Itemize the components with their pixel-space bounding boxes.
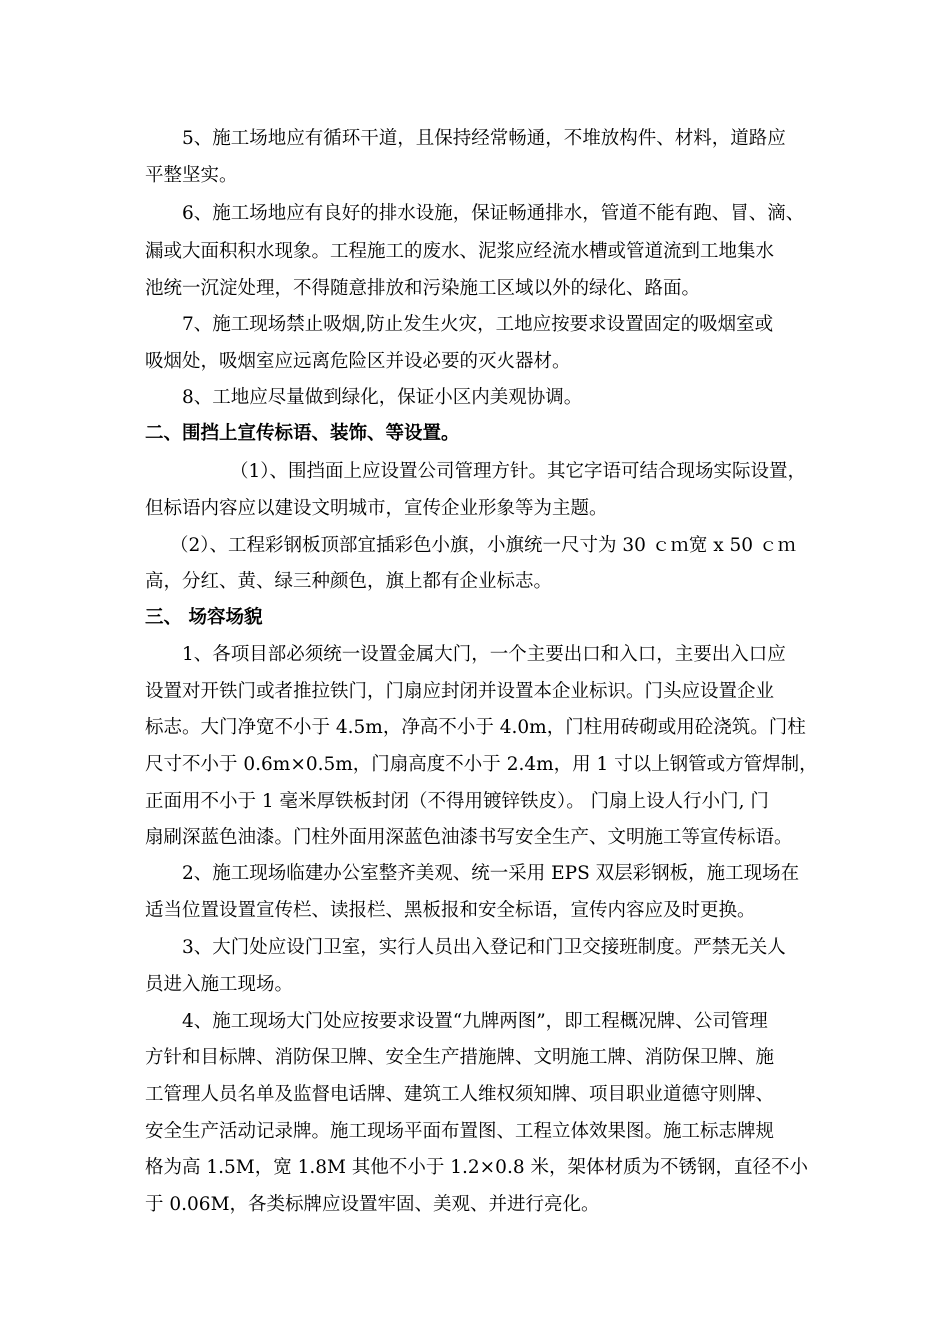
section-heading: 二、围挡上宣传标语、装饰、等设置。 bbox=[145, 423, 460, 444]
paragraph-line: 吸烟处，吸烟室应远离危险区并设必要的灭火器材。 bbox=[145, 351, 571, 372]
paragraph-line: 3、大门处应设门卫室，实行人员出入登记和门卫交接班制度。严禁无关人 bbox=[182, 937, 786, 958]
paragraph-line: 漏或大面积积水现象。工程施工的废水、泥浆应经流水槽或管道流到工地集水 bbox=[145, 241, 775, 262]
paragraph-line: 设置对开铁门或者推拉铁门，门扇应封闭并设置本企业标识。门头应设置企业 bbox=[145, 681, 775, 702]
paragraph-line: 正面用不小于 1 毫米厚铁板封闭（不得用镀锌铁皮）。 门扇上设人行小门, 门 bbox=[145, 791, 769, 812]
paragraph-line: 2、施工现场临建办公室整齐美观、统一采用 EPS 双层彩钢板，施工现场在 bbox=[182, 863, 800, 884]
paragraph-line: 员进入施工现场。 bbox=[145, 974, 294, 995]
paragraph-line: 平整坚实。 bbox=[145, 165, 238, 186]
paragraph-line: 方针和目标牌、消防保卫牌、安全生产措施牌、文明施工牌、消防保卫牌、施 bbox=[145, 1047, 775, 1068]
paragraph-line: 8、工地应尽量做到绿化，保证小区内美观协调。 bbox=[182, 387, 583, 408]
paragraph-line: 7、施工现场禁止吸烟,防止发生火灾，工地应按要求设置固定的吸烟室或 bbox=[182, 314, 774, 335]
paragraph-line: 标志。大门净宽不小于 4.5m，净高不小于 4.0m，门柱用砖砌或用砼浇筑。门柱 bbox=[145, 717, 806, 738]
paragraph-line: 适当位置设置宣传栏、读报栏、黑板报和安全标语，宣传内容应及时更换。 bbox=[145, 900, 756, 921]
paragraph-line: （2）、工程彩钢板顶部宜插彩色小旗，小旗统一尺寸为 30 ｃｍ宽 x 50 ｃｍ bbox=[170, 535, 796, 556]
paragraph-line: 于 0.06M，各类标牌应设置牢固、美观、并进行亮化。 bbox=[145, 1194, 600, 1215]
paragraph-line: 但标语内容应以建设文明城市，宣传企业形象等为主题。 bbox=[145, 498, 608, 519]
paragraph-line: 尺寸不小于 0.6m×0.5m，门扇高度不小于 2.4m，用 1 寸以上钢管或方管焊制， bbox=[145, 754, 818, 775]
paragraph-line: （1）、围挡面上应设置公司管理方针。其它字语可结合现场实际设置， bbox=[230, 461, 807, 482]
paragraph-line: 工管理人员名单及监督电话牌、建筑工人维权须知牌、项目职业道德守则牌、 bbox=[145, 1084, 775, 1105]
paragraph-line: 6、施工场地应有良好的排水设施，保证畅通排水，管道不能有跑、冒、滴、 bbox=[182, 203, 805, 224]
paragraph-line: 安全生产活动记录牌。施工现场平面布置图、工程立体效果图。施工标志牌规 bbox=[145, 1121, 775, 1142]
paragraph-line: 扇刷深蓝色油漆。门柱外面用深蓝色油漆书写安全生产、文明施工等宣传标语。 bbox=[145, 827, 793, 848]
paragraph-line: 1、各项目部必须统一设置金属大门，一个主要出口和入口，主要出入口应 bbox=[182, 644, 786, 665]
paragraph-line: 格为高 1.5M，宽 1.8M 其他不小于 1.2×0.8 米，架体材质为不锈钢，直径不小 bbox=[145, 1157, 808, 1178]
paragraph-line: 池统一沉淀处理，不得随意排放和污染施工区域以外的绿化、路面。 bbox=[145, 278, 701, 299]
section-heading: 三、 场容场貌 bbox=[145, 607, 263, 628]
paragraph-line: 5、施工场地应有循环干道，且保持经常畅通，不堆放构件、材料，道路应 bbox=[182, 128, 786, 149]
paragraph-line: 高，分红、黄、绿三种颜色，旗上都有企业标志。 bbox=[145, 571, 553, 592]
paragraph-line: 4、施工现场大门处应按要求设置“九牌两图”，即工程概况牌、公司管理 bbox=[182, 1011, 768, 1032]
